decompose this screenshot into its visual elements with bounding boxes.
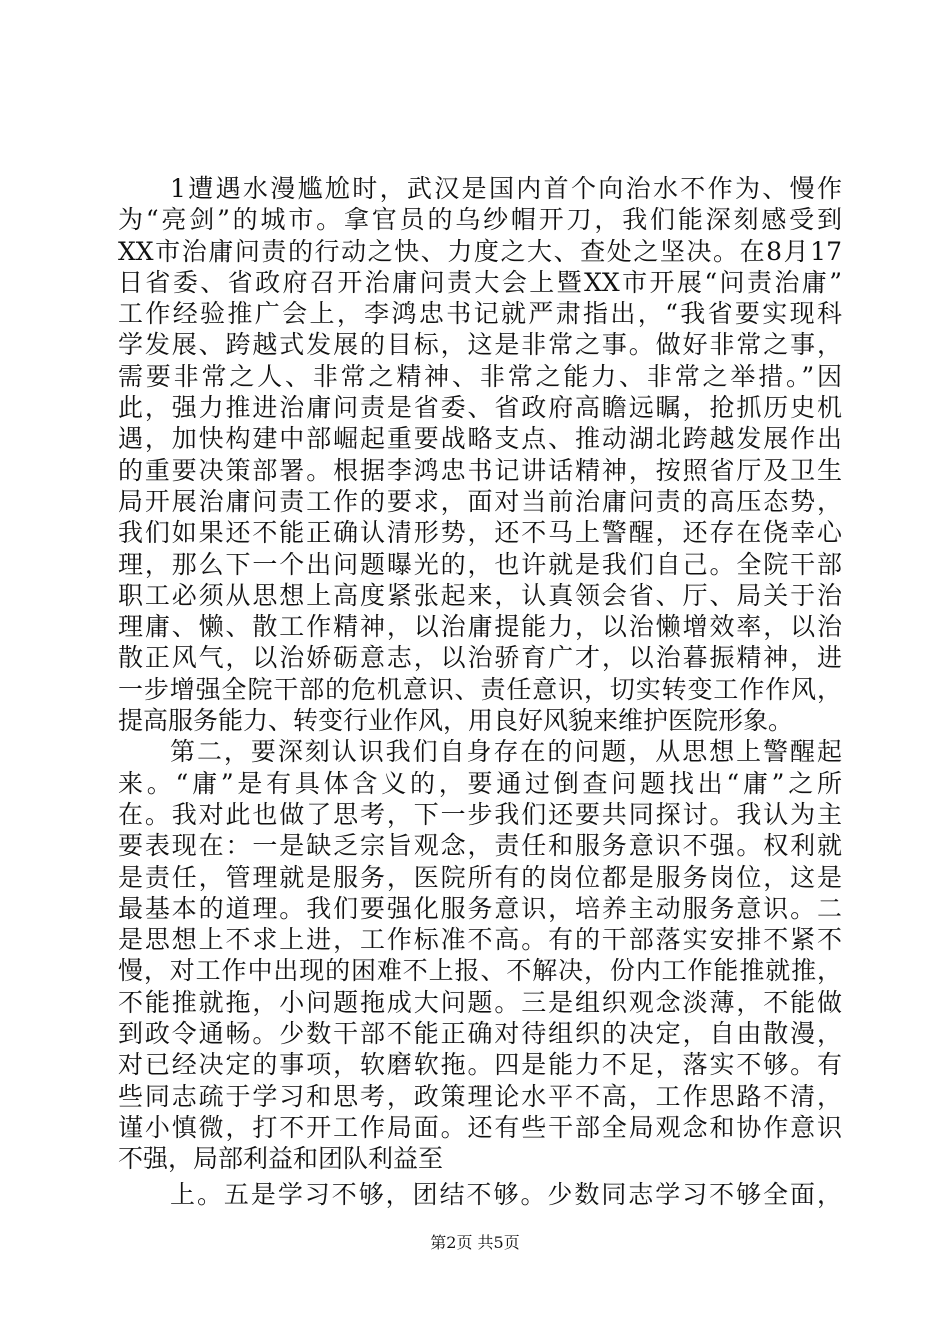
- text-line: XX市治庸问责的行动之快、力度之大、查处之坚决。在8月17: [118, 236, 842, 266]
- text-line: 职工必须从思想上高度紧张起来，认真领会省、厅、局关于治: [118, 580, 842, 610]
- text-line: 谨小慎微，打不开工作局面。还有些干部全局观念和协作意识: [118, 1112, 842, 1142]
- text-line: 些同志疏于学习和思考，政策理论水平不高，工作思路不清，: [118, 1081, 842, 1111]
- page-footer: 第2页 共5页: [430, 1233, 520, 1252]
- text-line: 到政令通畅。少数干部不能正确对待组织的决定，自由散漫，: [118, 1019, 842, 1049]
- text-line: 的重要决策部署。根据李鸿忠书记讲话精神，按照省厅及卫生: [118, 455, 842, 485]
- text-line: 理，那么下一个出问题曝光的，也许就是我们自己。全院干部: [118, 549, 842, 579]
- text-line: 来。“庸”是有具体含义的，要通过倒查问题找出“庸”之所: [118, 768, 842, 798]
- text-line: 理庸、懒、散工作精神，以治庸提能力，以治懒增效率，以治: [118, 612, 842, 642]
- text-line: 上。五是学习不够，团结不够。少数同志学习不够全面，: [170, 1179, 842, 1209]
- text-line: 是责任，管理就是服务，医院所有的岗位都是服务岗位，这是: [118, 862, 842, 892]
- text-line: 学发展、跨越式发展的目标，这是非常之事。做好非常之事，: [118, 330, 842, 360]
- text-line: 需要非常之人、非常之精神、非常之能力、非常之举措。”因: [118, 361, 842, 391]
- text-line: 对已经决定的事项，软磨软拖。四是能力不足，落实不够。有: [118, 1050, 842, 1080]
- text-line: 日省委、省政府召开治庸问责大会上暨XX市开展“问责治庸”: [118, 267, 842, 297]
- text-line: 1遭遇水漫尴尬时，武汉是国内首个向治水不作为、慢作: [170, 174, 842, 203]
- text-line: 我们如果还不能正确认清形势，还不马上警醒，还存在侥幸心: [118, 518, 842, 548]
- text-line: 在。我对此也做了思考，下一步我们还要共同探讨。我认为主: [118, 799, 842, 829]
- text-line: 要表现在：一是缺乏宗旨观念，责任和服务意识不强。权利就: [118, 831, 842, 861]
- document-body: [118, 173, 842, 1210]
- text-line: 不能推就拖，小问题拖成大问题。三是组织观念淡薄，不能做: [118, 987, 842, 1017]
- text-line: 工作经验推广会上，李鸿忠书记就严肃指出，“我省要实现科: [118, 299, 842, 329]
- text-line: 一步增强全院干部的危机意识、责任意识，切实转变工作作风，: [118, 674, 842, 704]
- text-line: 最基本的道理。我们要强化服务意识，培养主动服务意识。二: [118, 893, 842, 923]
- text-line: 是思想上不求上进，工作标准不高。有的干部落实安排不紧不: [118, 925, 842, 955]
- text-line: 遇，加快构建中部崛起重要战略支点、推动湖北跨越发展作出: [118, 424, 842, 454]
- text-line: 为“亮剑”的城市。拿官员的乌纱帽开刀，我们能深刻感受到: [118, 205, 842, 235]
- text-line: 提高服务能力、转变行业作风，用良好风貌来维护医院形象。: [118, 706, 794, 736]
- text-line: 散正风气，以治娇砺意志，以治骄育广才，以治暮振精神，进: [118, 643, 842, 673]
- text-line: 第二，要深刻认识我们自身存在的问题，从思想上警醒起: [170, 737, 842, 767]
- text-line: 慢，对工作中出现的困难不上报、不解决，份内工作能推就推，: [118, 956, 842, 986]
- text-line: 局开展治庸问责工作的要求，面对当前治庸问责的高压态势，: [118, 486, 842, 516]
- text-line: 不强，局部利益和团队利益至: [118, 1144, 444, 1174]
- text-line: 此，强力推进治庸问责是省委、省政府高瞻远瞩，抢抓历史机: [118, 393, 842, 423]
